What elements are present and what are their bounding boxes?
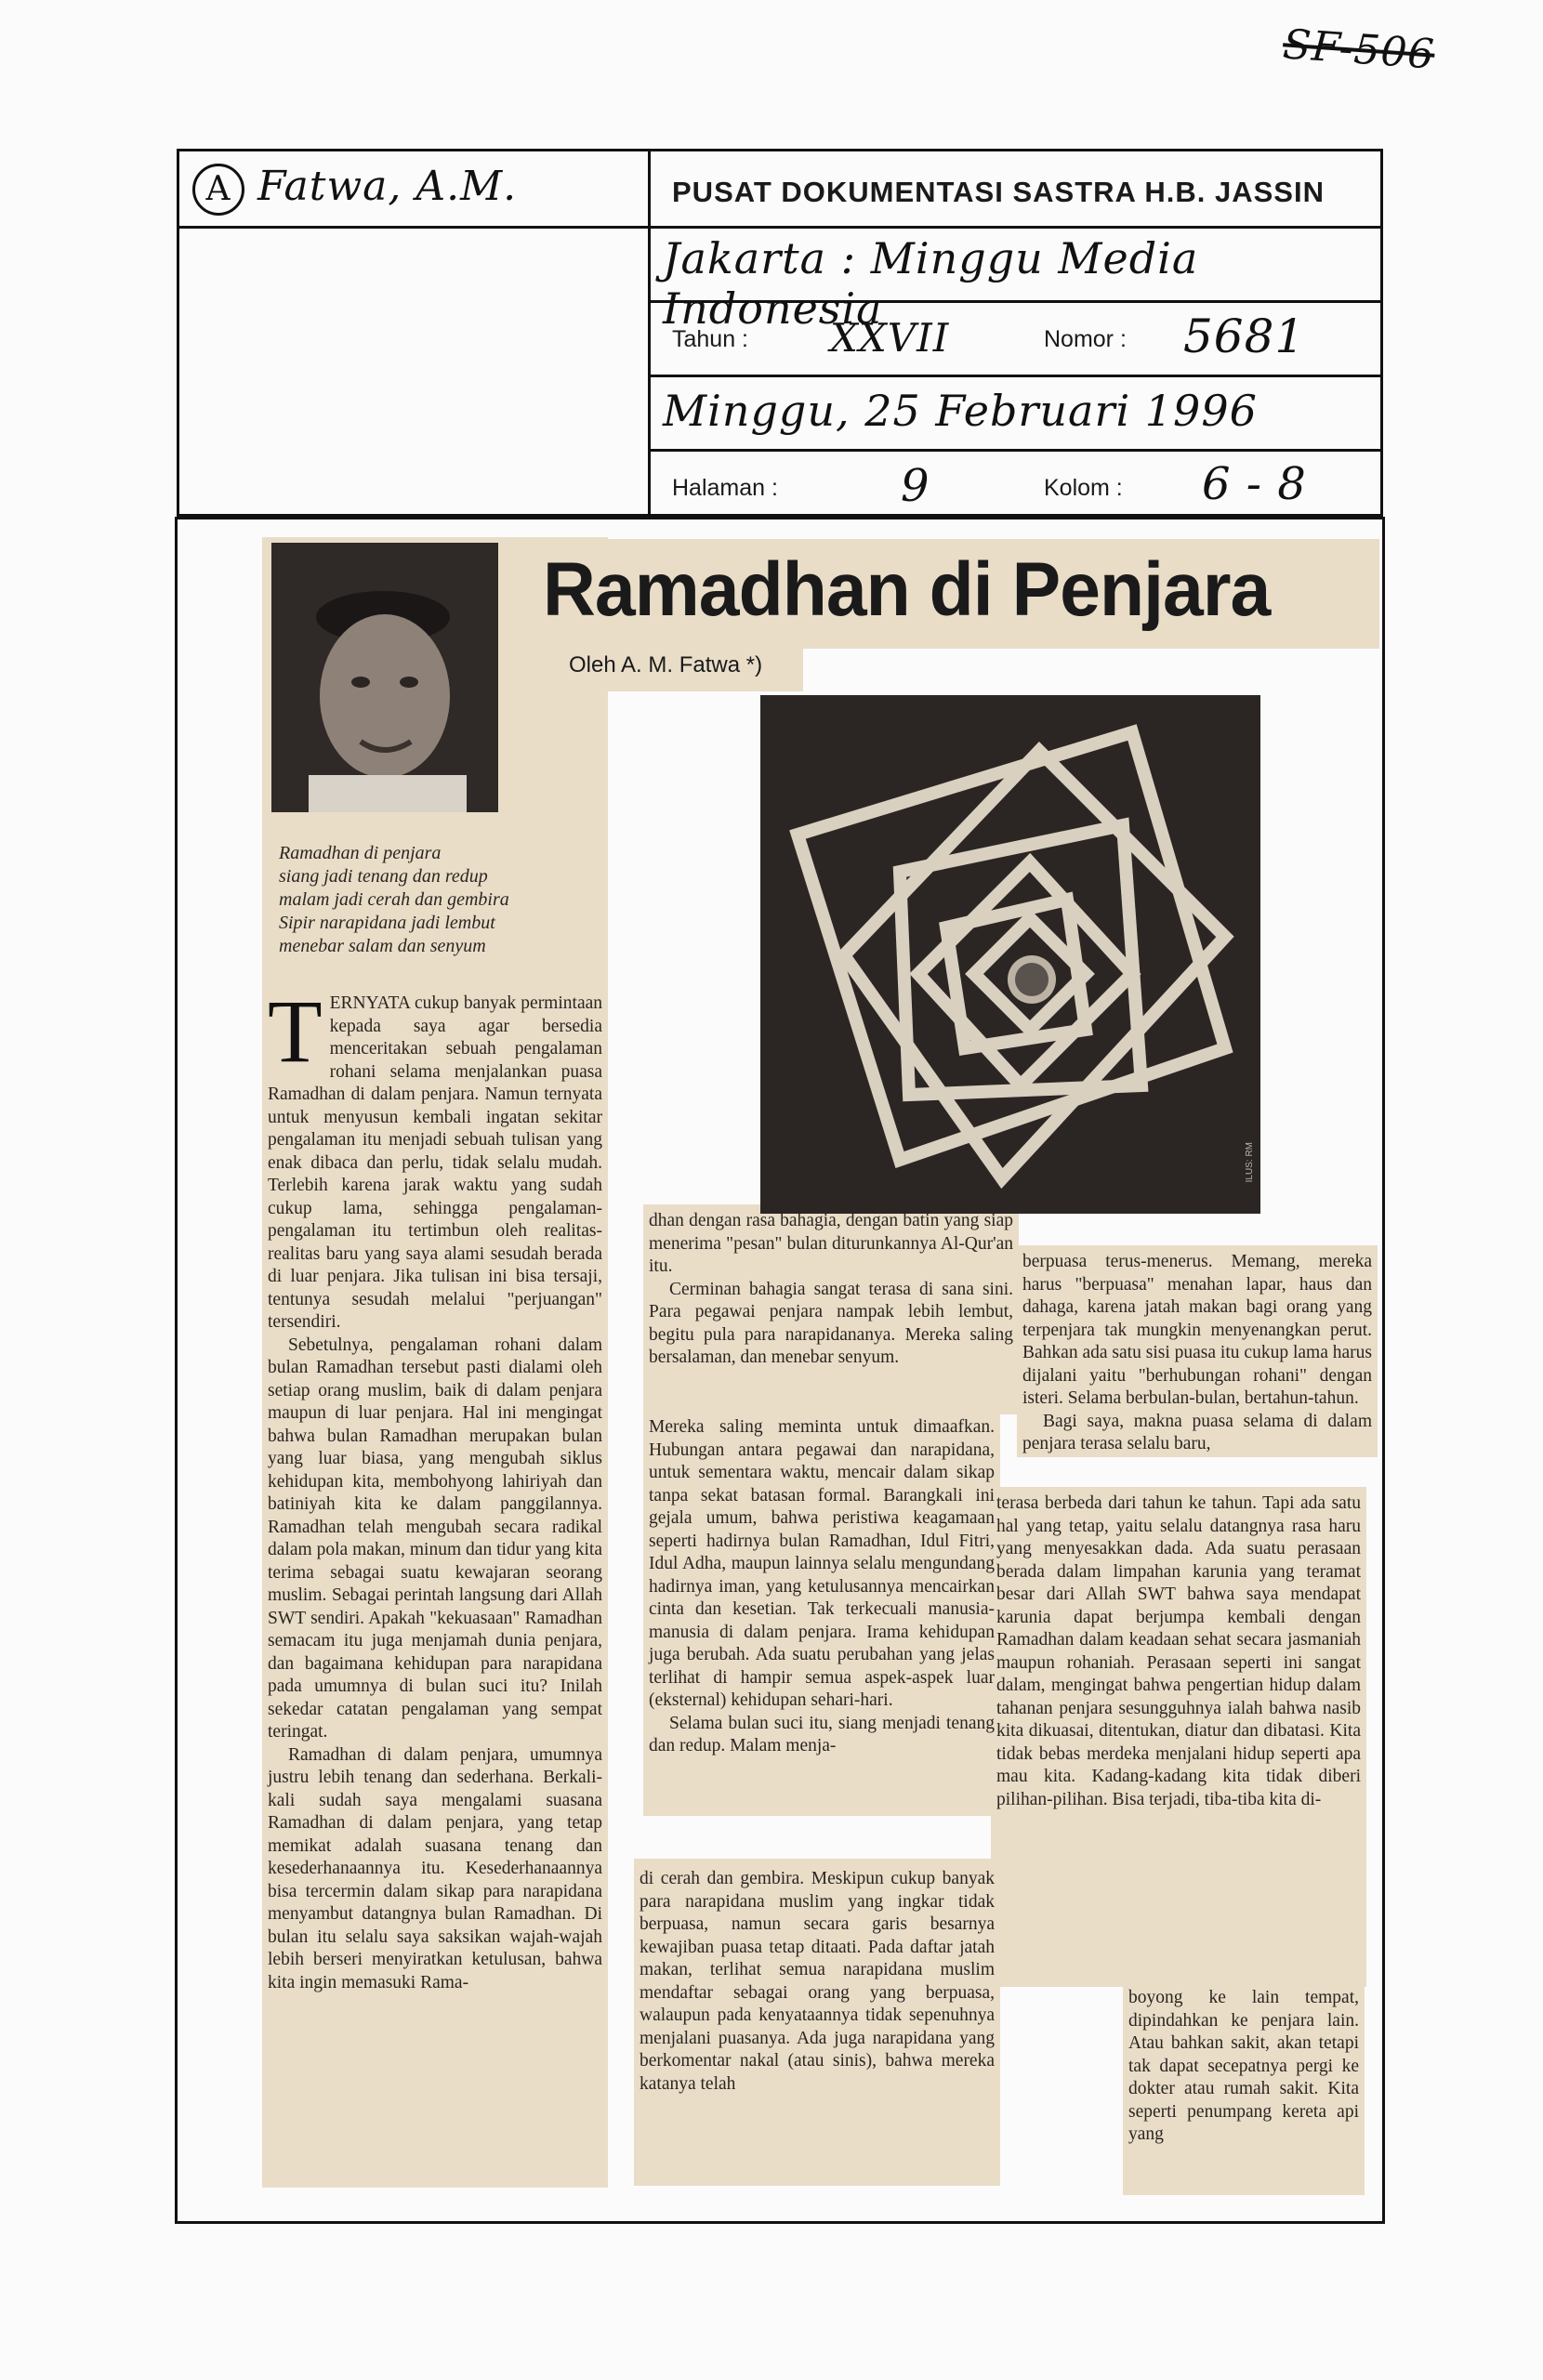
illustration-credit: ILUS: RM bbox=[1245, 1141, 1255, 1182]
halaman-label: Halaman : bbox=[672, 475, 778, 501]
paragraph: Ramadhan di dalam penjara, umumnya justru lebih tenang dan sederhana. Berkali-kali sudah saya mengalami suasana Ramadhan di dalam penjara, yang tetap memikat adalah suasana tenang dan kesederhanaannya itu. Kesederhanaannya bisa tercermin dalam sikap para narapidana menyambut datangnya bulan Ramadhan. Di bulan itu selalu saya saksikan wajah-wajah lebih berseri menyiratkan ketulusan, bahwa kita ingin memasuki Rama- bbox=[268, 1744, 602, 1992]
paragraph: di cerah dan gembira. Meskipun cukup banyak para narapidana muslim yang ingkar tidak berpuasa, namun secara garis besarnya kewajiban puasa tetap ditaati. Pada daftar jatah makan, terlihat semua narapidana muslim mendaftar sebagai orang yang berpuasa, walaupun pada kenyataannya tidak sepenuhnya menjalani puasanya. Ada juga narapidana yang berkomentar nakal (atau sinis), bahwa mereka katanya telah bbox=[640, 1869, 995, 2094]
paragraph: dhan dengan rasa bahagia, dengan batin yang siap menerima "pesan" bulan diturunkannya Al-Qur'an itu. bbox=[649, 1211, 1013, 1276]
nomor-label: Nomor : bbox=[1044, 326, 1127, 352]
source-publication: Jakarta : Minggu Media Indonesia bbox=[663, 233, 1199, 334]
article-byline: Oleh A. M. Fatwa *) bbox=[569, 652, 763, 677]
author-portrait-icon bbox=[271, 543, 498, 812]
article-illustration bbox=[760, 695, 1260, 1214]
article-column-3b bbox=[996, 1492, 1361, 1811]
poem-line: Ramadhan di penjara bbox=[279, 843, 442, 863]
poem-line: siang jadi tenang dan redup bbox=[279, 866, 488, 887]
poem-line: menebar salam dan senyum bbox=[279, 936, 486, 956]
article-column-2b bbox=[649, 1416, 995, 1758]
paragraph: TERNYATA cukup banyak permintaan kepada saya agar bersedia menceritakan sebuah pengalaman rohani selama menjalankan puasa Ramadhan di dalam penjara. Namun ternyata untuk menyusun kembali ingatan sekitar pengalaman itu menjadi sebuah tulisan yang enak dibaca dan perlu, tidak selalu mudah. Terlebih karena jarak waktu yang sudah cukup lama, sehingga pengalaman-pengalaman itu tertimbun oleh realitas-realitas baru yang saya alami sesudah berada di luar penjara. Jika tulisan ini bisa tersaji, tentunya sesudah melalui "perjuangan" tersendiri. bbox=[268, 981, 602, 1332]
article-column-1 bbox=[268, 981, 602, 1994]
paragraph: Cerminan bahagia sangat terasa di sana sini. Para pegawai penjara nampak lebih lembut, begitu pula para narapidananya. Mereka saling bersalaman, dan menebar senyum. bbox=[649, 1279, 1013, 1367]
paragraph: boyong ke lain tempat, dipindahkan ke penjara lain. Atau bahkan sakit, akan tetapi tak dapat secepatnya pergi ke dokter atau rumah sakit. Kita seperti penumpang kereta api yang bbox=[1128, 1988, 1359, 2144]
photo-caption-poem bbox=[279, 842, 509, 958]
tahun-value: XXVII bbox=[830, 315, 950, 361]
poem-line: Sipir narapidana jadi lembut bbox=[279, 913, 495, 933]
drop-cap: T bbox=[268, 981, 323, 1081]
article-column-3c bbox=[1128, 1987, 1359, 2147]
card-divider bbox=[648, 375, 1380, 377]
nested-squares-icon bbox=[760, 695, 1260, 1214]
article-column-2c bbox=[640, 1868, 995, 2096]
paragraph: terasa berbeda dari tahun ke tahun. Tapi ada satu hal yang tetap, yaitu selalu datangnya rasa haru yang menyesakkan dada. Ada suatu perasaan berada dalam limpahan karunia yang teramat besar dari Allah SWT bahwa saya mendapat karunia dapat berjumpa kembali dengan Ramadhan dalam keadaan sehat secara jasmaniah maupun rohaniah. Perasaan seperti ini sangat dalam, mengingat bahwa pengertian hidup dalam tahanan penjara sesungguhnya ialah bahwa nasib kita dikuasai, ditentukan, diatur dan dibatasi. Kita tidak bebas merdeka menjalani hidup seperti apa mau kita. Kadang-kadang kita tidak diberi pilihan-pilihan. Bisa terjadi, tiba-tiba kita di- bbox=[996, 1493, 1361, 1809]
article-title: Ramadhan di Penjara bbox=[543, 547, 1271, 632]
paragraph: Sebetulnya, pengalaman rohani dalam bulan Ramadhan tersebut pasti dialami oleh setiap orang muslim, baik di dalam penjara maupun di luar penjara. Hal ini mengingat bahwa bulan Ramadhan merupakan bulan yang luar biasa, yang mengubah siklus kehidupan kita, membohyong lahiriyah dan batiniyah kita ke dalam panggilannya. Ramadhan telah mengubah secara radikal dalam pola makan, minum dan tidur yang kita terima sebagai suatu kewajaran seorang muslim. Sebagai perintah langsung dari Allah SWT sendiri. Apakah "kekuasaan" Ramadhan semacam itu juga menjamah dunia penjara, dan bagaimana kehidupan para narapidana pada umumnya di bulan suci itu? Inilah sekedar catatan pengalaman yang sempat teringat. bbox=[268, 1335, 602, 1742]
paragraph: Mereka saling meminta untuk dimaafkan. Hubungan antara pegawai dan narapidana, untuk sementara waktu, mencair dalam sikap tanpa sekat batasan formal. Barangkali ini gejala umum, bahwa peristiwa keagamaan seperti hadirnya bulan Ramadhan, Idul Fitri, Idul Adha, maupun lainnya selalu mengundang hadirnya iman, yang ketulusannya mencairkan cinta dan kesetian. Tak terkecuali manusia-manusia di dalam penjara. Irama kehidupan juga berubah. Ada suatu perubahan yang jelas terlihat di hampir semua aspek-aspek luar (eksternal) kehidupan sehari-hari. bbox=[649, 1417, 995, 1710]
halaman-value: 9 bbox=[901, 460, 930, 512]
paragraph: berpuasa terus-menerus. Memang, mereka harus "berpuasa" menahan lapar, haus dan dahaga, karena jatah makan bagi orang yang terpenjara tak mungkin menyenangkan perut. Bahkan ada satu sisi puasa itu cukup lama harus dijalani yaitu "berhubungan rohani" dengan isteri. Selama berbulan-bulan, bertahun-tahun. bbox=[1022, 1252, 1372, 1408]
author-name: Fatwa, A.M. bbox=[257, 163, 518, 210]
card-divider bbox=[648, 151, 651, 514]
publication-date: Minggu, 25 Februari 1996 bbox=[663, 386, 1258, 436]
card-divider bbox=[179, 226, 648, 229]
archive-reference: SF-506 bbox=[1281, 20, 1437, 79]
paragraph: Selama bulan suci itu, siang menjadi tenang dan redup. Malam menja- bbox=[649, 1713, 995, 1755]
tahun-label: Tahun : bbox=[672, 326, 749, 352]
card-divider bbox=[648, 226, 1380, 229]
catalog-card bbox=[177, 149, 1383, 517]
author-entry bbox=[192, 163, 517, 216]
author-photo bbox=[271, 543, 498, 812]
paragraph: Bagi saya, makna puasa selama di dalam penjara terasa selalu baru, bbox=[1022, 1411, 1372, 1453]
article-column-2a bbox=[649, 1210, 1013, 1370]
kolom-label: Kolom : bbox=[1044, 475, 1123, 501]
institute-name: PUSAT DOKUMENTASI SASTRA H.B. JASSIN bbox=[672, 176, 1325, 208]
poem-line: malam jadi cerah dan gembira bbox=[279, 889, 509, 910]
nomor-value: 5681 bbox=[1183, 309, 1306, 363]
article-column-3a bbox=[1022, 1251, 1372, 1456]
kolom-value: 6 - 8 bbox=[1202, 458, 1307, 510]
card-divider bbox=[648, 449, 1380, 452]
category-mark: A bbox=[192, 164, 244, 216]
